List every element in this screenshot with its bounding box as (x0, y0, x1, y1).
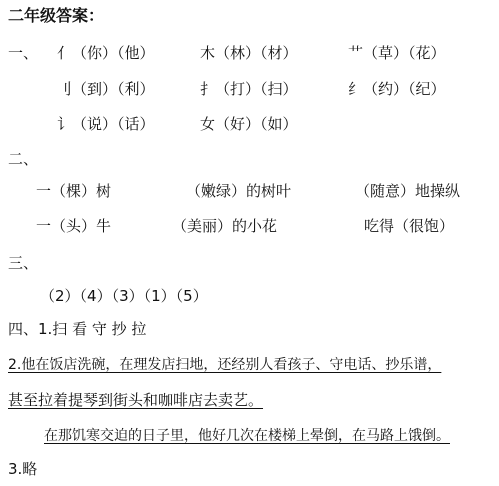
section4-q2-line2: 甚至拉着提琴到街头和咖啡店去卖艺。 (8, 391, 264, 409)
section2-r1-c3: （随意）地操纵 (355, 182, 461, 200)
section3-label: 三、 (8, 254, 39, 272)
section2-r2-c3: 吃得（很饱） (364, 217, 455, 235)
section1-label: 一、 (8, 44, 39, 62)
section4-q3: 3.略 (8, 460, 38, 478)
section1-r1-c1: 亻（你）（他） (57, 44, 155, 62)
section2-r2-c1: 一（头）牛 (36, 217, 112, 235)
section4-q2-line1: 2.他在饭店洗碗，在理发店扫地，还经别人看孩子、守电话、抄乐谱， (8, 357, 442, 373)
section3-answer: （2）（4）（3）（1）（5） (40, 287, 208, 305)
section2-r1-c1: 一（棵）树 (36, 182, 112, 200)
page-title: 二年级答案： (8, 6, 105, 25)
section1-r1-c3: 艹（草）（花） (348, 44, 446, 62)
section4-q2-line3: 在那饥寒交迫的日子里，他好几次在楼梯上晕倒，在马路上饿倒。 (44, 428, 450, 444)
section1-r2-c3: 纟（约）（纪） (348, 80, 446, 98)
section2-r2-c2: （美丽）的小花 (172, 217, 278, 235)
section1-r2-c2: 扌（打）（扫） (200, 80, 298, 98)
section1-r1-c2: 木（林）（材） (200, 44, 298, 62)
section1-r2-c1: 刂（到）（利） (57, 80, 155, 98)
section4-q1: 四、1.扫 看 守 抄 拉 (8, 320, 147, 338)
section1-r3-c2: 女（好）（如） (200, 115, 298, 133)
section1-r3-c1: 讠（说）（话） (57, 115, 155, 133)
section2-r1-c2: （嫩绿）的树叶 (186, 182, 292, 200)
section2-label: 二、 (8, 150, 39, 168)
